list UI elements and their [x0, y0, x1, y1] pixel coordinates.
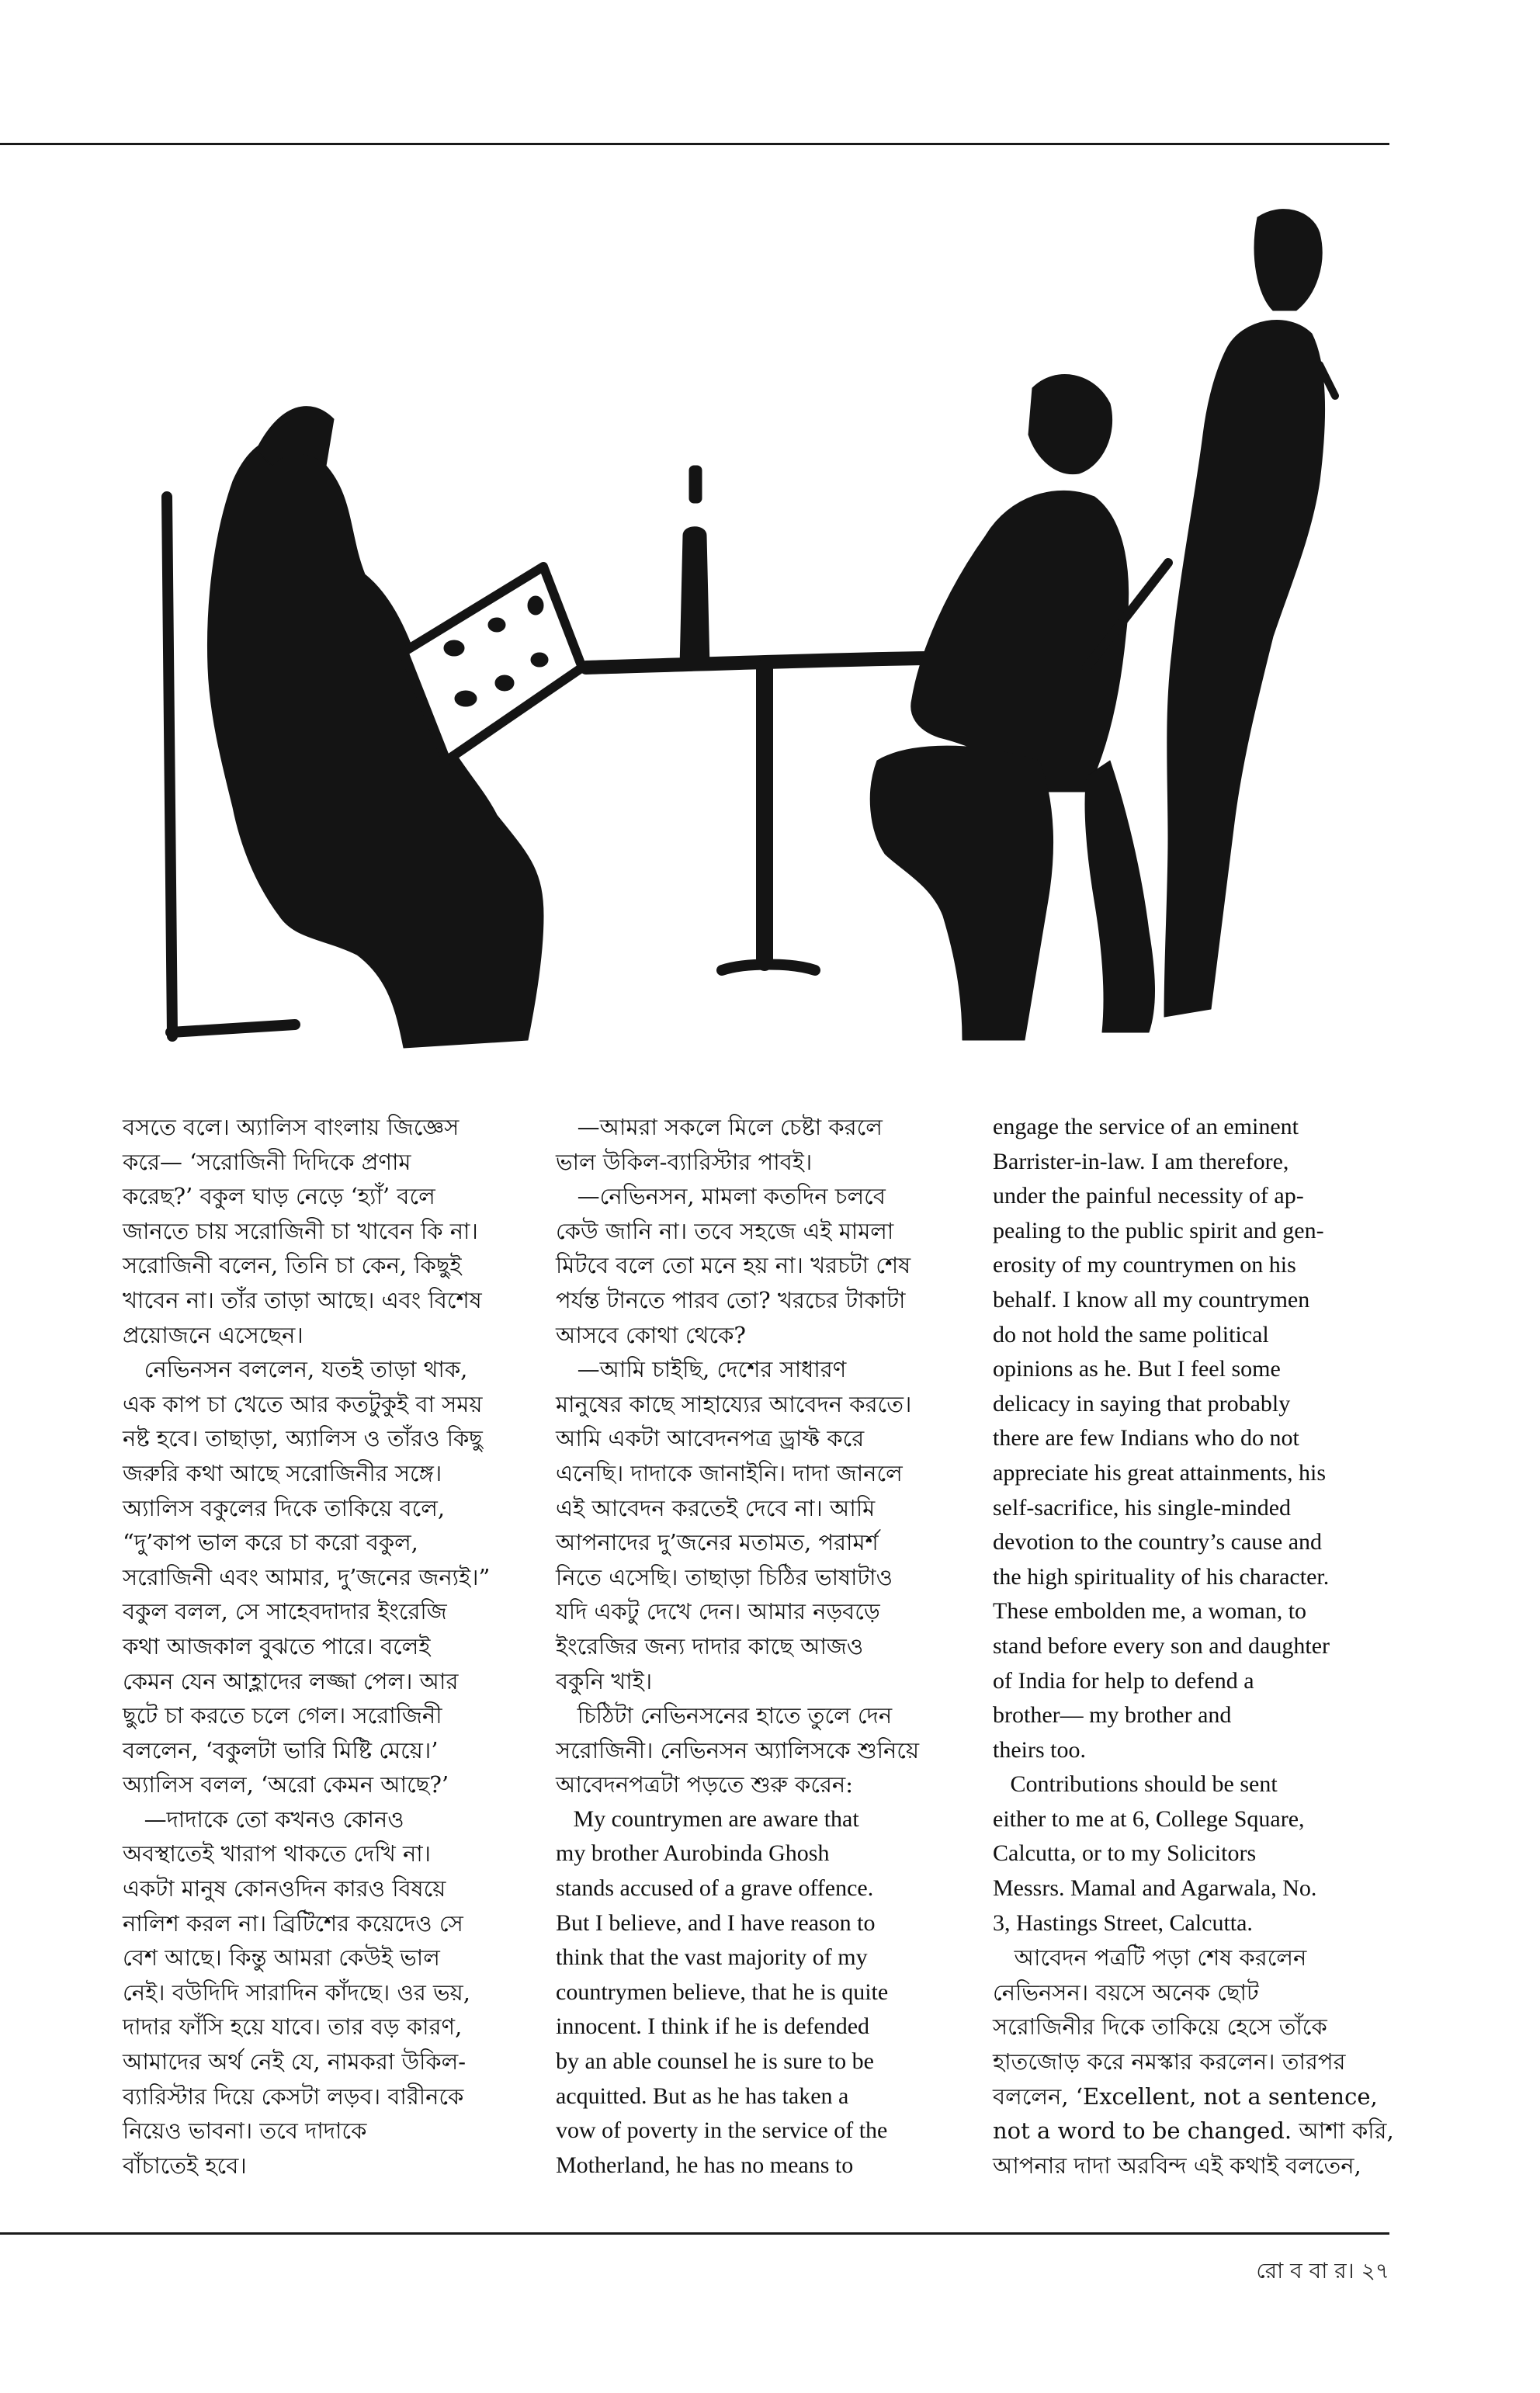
text-line: ব্যারিস্টার দিয়ে কেসটা লড়ব। বারীনকে [123, 2083, 464, 2110]
text-column-3 [993, 1110, 1396, 2183]
text-line: মিটবে বলে তো মনে হয় না। খরচটা শেষ [556, 1252, 911, 1279]
text-line: devotion to the country’s cause and [993, 1529, 1323, 1555]
text-line: অ্যালিস বলল, ‘অরো কেমন আছে?’ [123, 1771, 449, 1798]
text-line: বকুনি খাই। [556, 1667, 653, 1694]
ink-illustration [0, 171, 1540, 1118]
text-line: নিতে এসেছি। তাছাড়া চিঠির ভাষাটাও [556, 1563, 893, 1590]
text-line: innocent. I think if he is defended [556, 2013, 870, 2040]
text-line: আসবে কোথা থেকে? [556, 1321, 746, 1348]
text-line: নেই। বউদিদি সারাদিন কাঁদছে। ওর ভয়, [123, 1979, 470, 2006]
text-line: Calcutta, or to my Solicitors [993, 1840, 1257, 1867]
text-line: theirs too. [993, 1736, 1086, 1763]
text-line: either to me at 6, College Square, [993, 1805, 1305, 1832]
text-line: এনেছি। দাদাকে জানাইনি। দাদা জানলে [556, 1459, 903, 1486]
text-line: প্রয়োজনে এসেছেন। [123, 1321, 303, 1348]
text-line: সরোজিনী এবং আমার, দু’জনের জন্যই।” [123, 1563, 491, 1590]
page-footer [1211, 2254, 1389, 2291]
top-rule [0, 143, 1389, 145]
text-line: জরুরি কথা আছে সরোজিনীর সঙ্গে। [123, 1459, 442, 1486]
text-line: —নেভিনসন, মামলা কতদিন চলবে [556, 1183, 886, 1210]
text-line: চিঠিটা নেভিনসনের হাতে তুলে দেন [556, 1702, 893, 1729]
text-line: অবস্থাতেই খারাপ থাকতে দেখি না। [123, 1840, 432, 1868]
text-line: খাবেন না। তাঁর তাড়া আছে। এবং বিশেষ [123, 1286, 482, 1313]
text-line: of India for help to defend a [993, 1667, 1254, 1694]
text-line: Contributions should be sent [993, 1771, 1278, 1798]
text-line: stand before every son and daughter [993, 1632, 1330, 1659]
text-line: জানতে চায় সরোজিনী চা খাবেন কি না। [123, 1217, 478, 1244]
text-line: কথা আজকাল বুঝতে পারে। বলেই [123, 1632, 431, 1659]
text-line: বাঁচাতেই হবে। [123, 2152, 247, 2179]
text-line: under the painful necessity of ap- [993, 1183, 1304, 1209]
text-line: Barrister-in-law. I am therefore, [993, 1148, 1289, 1174]
text-line: করেছ?’ বকুল ঘাড় নেড়ে ‘হ্যাঁ’ বলে [123, 1183, 435, 1210]
text-column-2 [556, 1110, 952, 2183]
text-line: appreciate his great attainments, his [993, 1459, 1327, 1486]
text-line: আবেদন পত্রটি পড়া শেষ করলেন [993, 1944, 1307, 1972]
text-line: behalf. I know all my countrymen [993, 1286, 1310, 1313]
text-line: একটা মানুষ কোনওদিন কারও বিষয়ে [123, 1875, 446, 1902]
text-line: অ্যালিস বকুলের দিকে তাকিয়ে বলে, [123, 1494, 446, 1521]
text-line: নালিশ করল না। ব্রিটিশের কয়েদেও সে [123, 1909, 463, 1937]
text-line: brother— my brother and [993, 1702, 1232, 1729]
text-line: think that the vast majority of my [556, 1944, 868, 1971]
text-line: ইংরেজির জন্য দাদার কাছে আজও [556, 1632, 864, 1659]
text-line: সরোজিনীর দিকে তাকিয়ে হেসে তাঁকে [993, 2013, 1327, 2041]
text-line: These embolden me, a woman, to [993, 1598, 1307, 1625]
text-line: pealing to the public spirit and gen- [993, 1217, 1324, 1243]
text-line: erosity of my countrymen on his [993, 1252, 1296, 1278]
text-column-1 [123, 1110, 526, 2183]
text-line: countrymen believe, that he is quite [556, 1979, 889, 2005]
text-line: ছুটে চা করতে চলে গেল। সরোজিনী [123, 1702, 442, 1729]
text-line: আবেদনপত্রটা পড়তে শুরু করেন: [556, 1771, 854, 1798]
text-line: বেশ আছে। কিন্তু আমরা কেউই ভাল [123, 1944, 440, 1972]
text-line: আমি একটা আবেদনপত্র ড্রাফ্ট করে [556, 1425, 865, 1452]
text-line: the high spirituality of his character. [993, 1563, 1330, 1590]
text-line: সরোজিনী। নেভিনসন অ্যালিসকে শুনিয়ে [556, 1736, 920, 1764]
text-line: এক কাপ চা খেতে আর কতটুকুই বা সময় [123, 1390, 483, 1417]
bottom-rule [0, 2232, 1389, 2235]
text-line: —দাদাকে তো কখনও কোনও [123, 1805, 404, 1833]
text-line: there are few Indians who do not [993, 1425, 1299, 1451]
text-line: acquitted. But as he has taken a [556, 2083, 849, 2109]
text-line: vow of poverty in the service of the [556, 2117, 888, 2144]
text-line: Motherland, he has no means to [556, 2152, 854, 2178]
text-line: হাতজোড় করে নমস্কার করলেন। তারপর [993, 2048, 1346, 2076]
text-line: engage the service of an eminent [993, 1114, 1299, 1139]
text-line: opinions as he. But I feel some [993, 1356, 1281, 1382]
text-line: নেভিনসন বললেন, যতই তাড়া থাক, [123, 1356, 468, 1383]
text-line: —আমরা সকলে মিলে চেষ্টা করলে [556, 1114, 883, 1140]
text-line: —আমি চাইছি, দেশের সাধারণ [556, 1356, 847, 1383]
text-line: self-sacrifice, his single-minded [993, 1494, 1292, 1521]
footer-text: রো ব বা র। ২৭ [1256, 2258, 1389, 2284]
text-line: delicacy in saying that probably [993, 1390, 1291, 1417]
text-line: সরোজিনী বলেন, তিনি চা কেন, কিছুই [123, 1252, 462, 1279]
text-line: আপনার দাদা অরবিন্দ এই কথাই বলতেন, [993, 2152, 1361, 2179]
text-line: বকুল বলল, সে সাহেবদাদার ইংরেজি [123, 1598, 447, 1625]
text-line: মানুষের কাছে সাহায্যের আবেদন করতে। [556, 1390, 912, 1417]
text-line: কেউ জানি না। তবে সহজে এই মামলা [556, 1217, 894, 1244]
text-line: not a word to be changed. আশা করি, [993, 2117, 1394, 2145]
text-line: But I believe, and I have reason to [556, 1909, 876, 1936]
text-line: করে— ‘সরোজিনী দিদিকে প্রণাম [123, 1148, 411, 1175]
text-line: কেমন যেন আহ্লাদের লজ্জা পেল। আর [123, 1667, 459, 1694]
text-line: পর্যন্ত টানতে পারব তো? খরচের টাকাটা [556, 1286, 906, 1313]
text-line: ভাল উকিল-ব্যারিস্টার পাবই। [556, 1148, 813, 1175]
text-line: নিয়েও ভাবনা। তবে দাদাকে [123, 2117, 367, 2145]
text-line: My countrymen are aware that [556, 1805, 859, 1832]
text-line: আপনাদের দু’জনের মতামত, পরামর্শ [556, 1529, 879, 1556]
text-line: Messrs. Mamal and Agarwala, No. [993, 1875, 1317, 1902]
text-line: বললেন, ‘বকুলটা ভারি মিষ্টি মেয়ে।’ [123, 1736, 439, 1764]
text-line: নেভিনসন। বয়সে অনেক ছোট [993, 1979, 1259, 2006]
text-line: 3, Hastings Street, Calcutta. [993, 1909, 1253, 1936]
text-line: এই আবেদন করতেই দেবে না। আমি [556, 1494, 876, 1521]
text-line: দাদার ফাঁসি হয়ে যাবে। তার বড় কারণ, [123, 2013, 463, 2041]
text-line: stands accused of a grave offence. [556, 1875, 874, 1902]
text-line: “দু’কাপ ভাল করে চা করো বকুল, [123, 1529, 418, 1556]
text-line: নষ্ট হবে। তাছাড়া, অ্যালিস ও তাঁরও কিছু [123, 1425, 483, 1452]
letter-paper [404, 567, 582, 761]
text-line: আমাদের অর্থ নেই যে, নামকরা উকিল- [123, 2048, 467, 2076]
text-line: by an able counsel he is sure to be [556, 2048, 874, 2075]
text-line: যদি একটু দেখে দেন। আমার নড়বড়ে [556, 1598, 880, 1625]
text-line: do not hold the same political [993, 1321, 1269, 1347]
text-line: বললেন, ‘Excellent, not a sentence, [993, 2083, 1378, 2110]
text-line: বসতে বলে। অ্যালিস বাংলায় জিজ্ঞেস [123, 1114, 460, 1140]
candle [680, 466, 709, 668]
text-line: my brother Aurobinda Ghosh [556, 1840, 830, 1867]
